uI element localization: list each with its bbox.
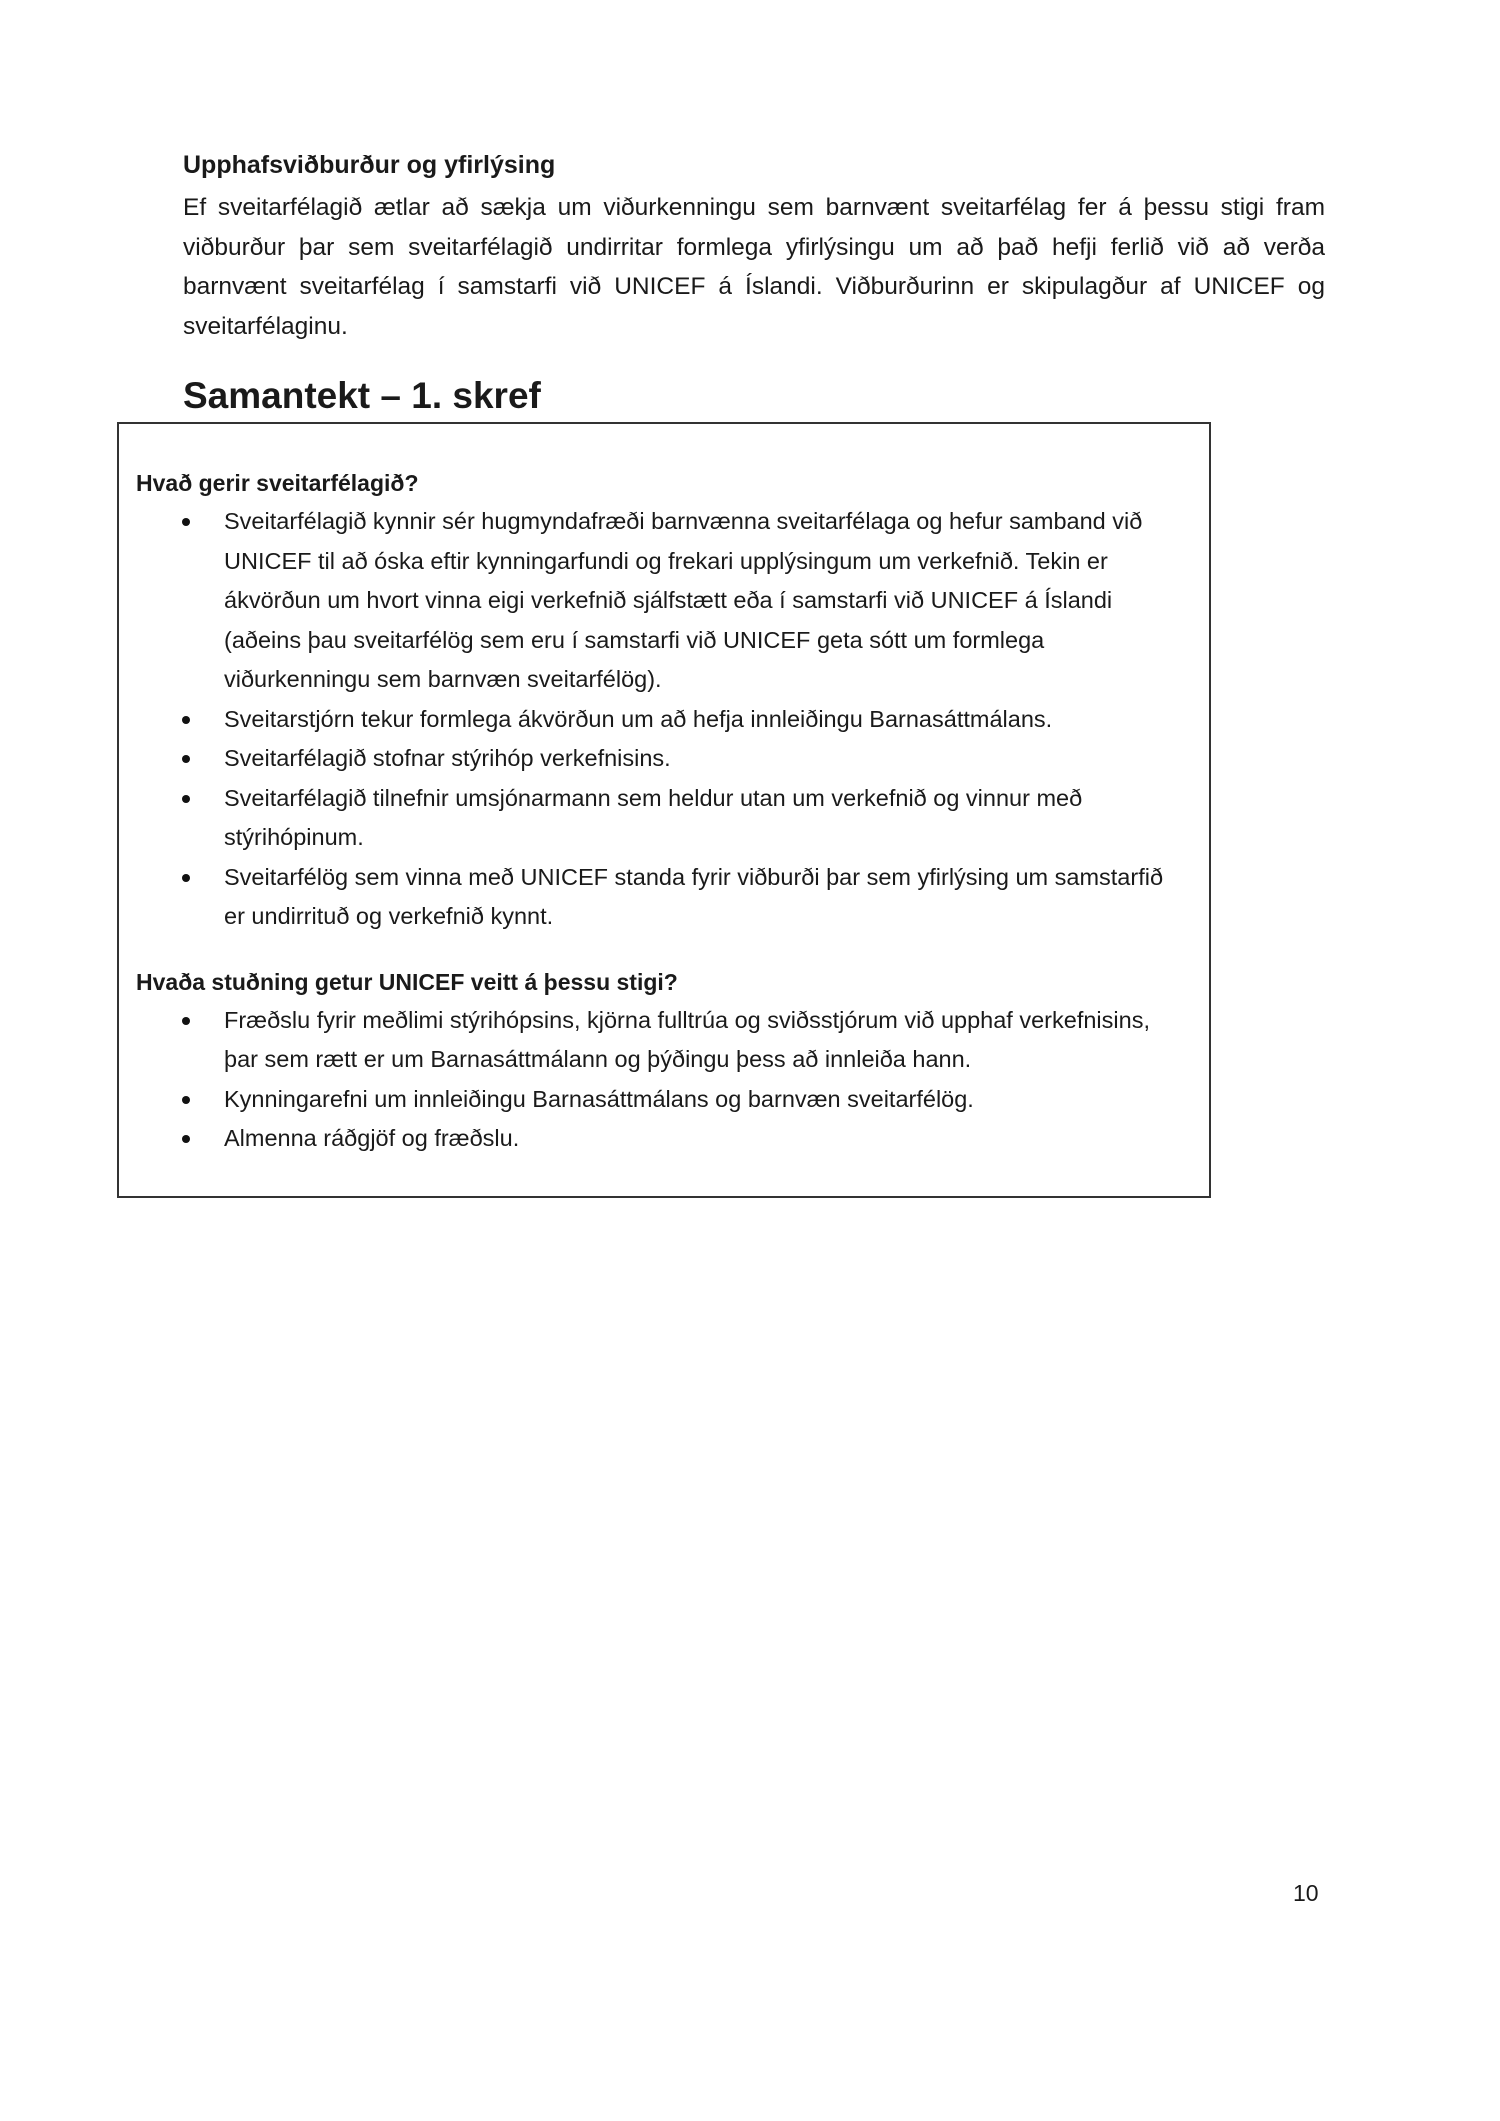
list-item-text: Sveitarfélög sem vinna með UNICEF standa fyrir viðburði þar sem yfirlýsing um samstarfið er undirrituð og verkefnið kynnt.: [224, 863, 1164, 929]
summary-heading-unicef-support: Hvaða stuðning getur UNICEF veitt á þessu stigi?: [136, 968, 678, 995]
list-item: [136, 1080, 1209, 1120]
list-item: [136, 502, 1209, 700]
bullet-icon: [182, 716, 190, 724]
intro-paragraph: Ef sveitarfélagið ætlar að sækja um viðurkenningu sem barnvænt sveitarfélag fer á þessu stigi fram viðburður þar sem sveitarfélagið undirritar formlega yfirlýsingu um að það hefji ferlið við að verða barnvænt sveitarfélag í samstarfi við UNICEF á Íslandi. Viðburðurinn er skipulagður af UNICEF og sveitarfélaginu.: [183, 194, 1325, 340]
list-item: [136, 858, 1209, 937]
list-item: [136, 1001, 1209, 1080]
list-item-text: Sveitarfélagið kynnir sér hugmyndafræði barnvænna sveitarfélaga og hefur samband við UNICEF til að óska eftir kynningarfundi og frekari upplýsingum um verkefnið. Tekin er ákvörðun um hvort vinna eigi verkefnið sjálfstætt eða í samstarfi við UNICEF á Íslandi (aðeins þau sveitarfélög sem eru í samstarfi við UNICEF geta sótt um formlega viðurkenningu sem barnvæn sveitarfélög).: [224, 508, 1143, 692]
intro-heading: Upphafsviðburður og yfirlýsing: [183, 151, 556, 179]
unicef-support-list: [136, 1001, 1209, 1159]
bullet-icon: [182, 1017, 190, 1025]
summary-heading-municipality: Hvað gerir sveitarfélagið?: [136, 470, 419, 496]
list-item-text: Sveitarstjórn tekur formlega ákvörðun um að hefja innleiðingu Barnasáttmálans.: [224, 705, 1053, 732]
list-item-text: Fræðslu fyrir meðlimi stýrihópsins, kjörna fulltrúa og sviðsstjórum við upphaf verkefnisins, þar sem rætt er um Barnasáttmálann og þýðingu þess að innleiða hann.: [224, 1006, 1150, 1072]
bullet-icon: [182, 518, 190, 526]
bullet-icon: [182, 755, 190, 763]
list-item-text: Almenna ráðgjöf og fræðslu.: [224, 1125, 520, 1151]
list-item-text: Kynningarefni um innleiðingu Barnasáttmálans og barnvæn sveitarfélög.: [224, 1085, 974, 1112]
list-item-text: Sveitarfélagið tilnefnir umsjónarmann sem heldur utan um verkefnið og vinnur með stýrihópinum.: [224, 784, 1083, 850]
summary-box: [117, 422, 1211, 1198]
municipality-actions-list: [136, 502, 1209, 937]
list-item: [136, 700, 1209, 740]
bullet-icon: [182, 874, 190, 882]
list-item: [136, 739, 1209, 779]
list-item: [136, 779, 1209, 858]
summary-title: Samantekt – 1. skref: [183, 375, 541, 416]
page-number: 10: [1293, 1880, 1319, 1906]
list-item: [136, 1119, 1209, 1159]
list-item-text: Sveitarfélagið stofnar stýrihóp verkefnisins.: [224, 745, 671, 771]
intro-section: [183, 148, 1325, 346]
bullet-icon: [182, 1135, 190, 1143]
bullet-icon: [182, 1096, 190, 1104]
bullet-icon: [182, 795, 190, 803]
